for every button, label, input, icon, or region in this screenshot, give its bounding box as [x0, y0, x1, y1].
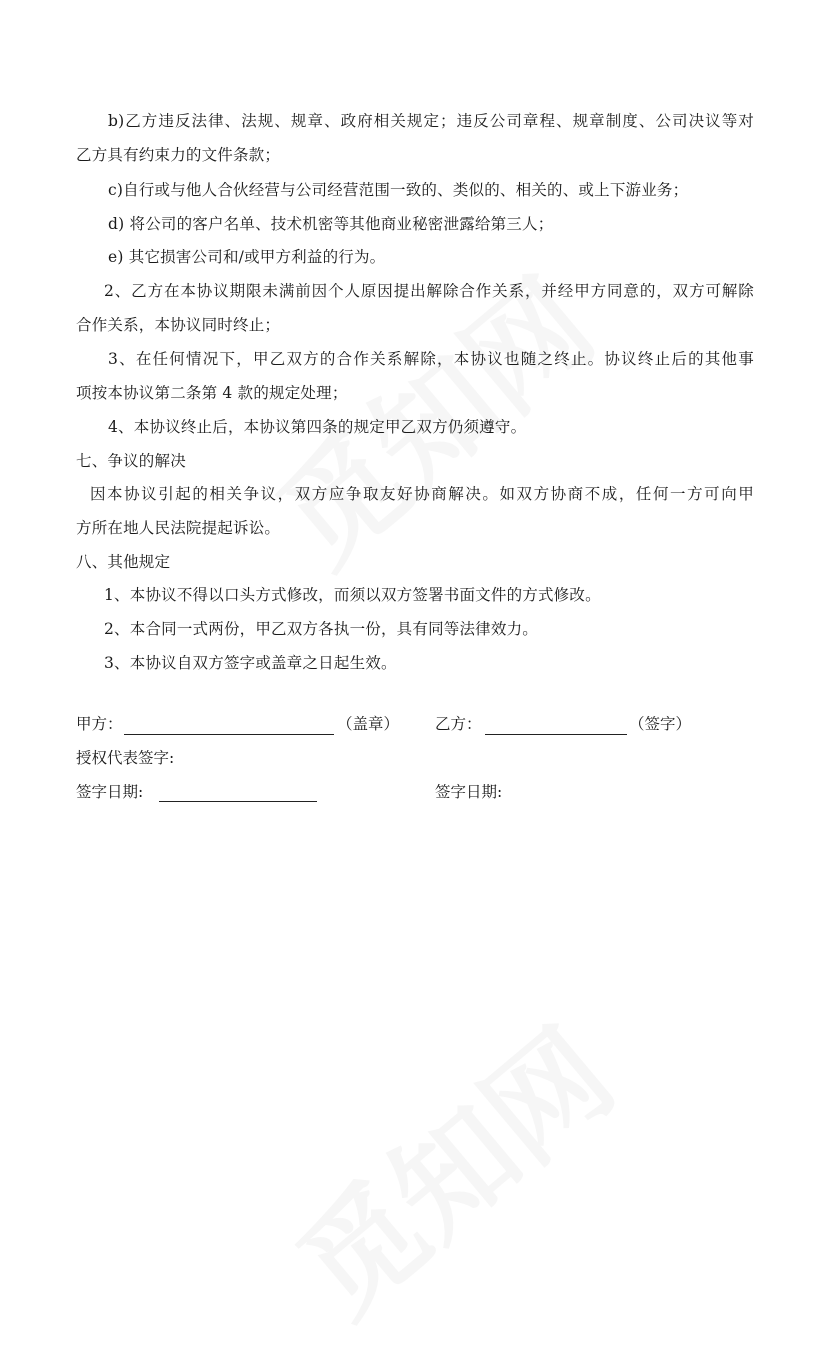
- section-7-title: 七、争议的解决: [76, 452, 186, 470]
- body-line-7: 合作关系，本协议同时终止；: [76, 316, 281, 334]
- body-line-11: 因本协议引起的相关争议，双方应争取友好协商解决。如双方协商不成，任何一方可向甲: [90, 485, 754, 503]
- body-line-8: 3、在任何情况下，甲乙双方的合作关系解除，本协议也随之终止。协议终止后的其他事: [108, 350, 754, 368]
- party-a-date-label: 签字日期:: [76, 783, 144, 801]
- party-a-signature-line: [124, 734, 334, 735]
- authorized-representative-label: 授权代表签字:: [76, 749, 175, 767]
- party-a-label: 甲方：: [76, 715, 123, 733]
- party-a-stamp-label: （盖章）: [337, 715, 400, 733]
- body-line-14: 2、本合同一式两份，甲乙双方各执一份，具有同等法律效力。: [104, 620, 538, 638]
- watermark-bottom: [257, 984, 643, 1347]
- body-line-9: 项按本协议第二条第 4 款的规定处理；: [76, 384, 348, 402]
- party-b-sign-label: （签字）: [629, 715, 692, 733]
- body-line-3: c)自行或与他人合伙经营与公司经营范围一致的、类似的、相关的、或上下游业务；: [108, 181, 689, 199]
- party-a-date-line: [159, 801, 317, 802]
- body-line-12: 方所在地人民法院提起诉讼。: [76, 519, 281, 537]
- section-8-title: 八、其他规定: [76, 553, 171, 571]
- body-line-10: 4、本协议终止后，本协议第四条的规定甲乙双方仍须遵守。: [108, 418, 527, 436]
- body-line-5: e) 其它损害公司和/或甲方利益的行为。: [108, 248, 386, 266]
- party-b-date-label: 签字日期:: [435, 783, 503, 801]
- body-line-4: d) 将公司的客户名单、技术机密等其他商业秘密泄露给第三人；: [108, 215, 554, 233]
- body-line-15: 3、本协议自双方签字或盖章之日起生效。: [104, 654, 397, 672]
- body-line-13: 1、本协议不得以口头方式修改，而须以双方签署书面文件的方式修改。: [104, 586, 601, 604]
- party-b-label: 乙方：: [435, 715, 482, 733]
- body-line-2: 乙方具有约束力的文件条款；: [76, 146, 281, 164]
- party-b-signature-line: [485, 734, 627, 735]
- body-line-1: b)乙方违反法律、法规、规章、政府相关规定；违反公司章程、规章制度、公司决议等对: [108, 112, 754, 130]
- body-line-6: 2、乙方在本协议期限未满前因个人原因提出解除合作关系，并经甲方同意的，双方可解除: [104, 282, 754, 300]
